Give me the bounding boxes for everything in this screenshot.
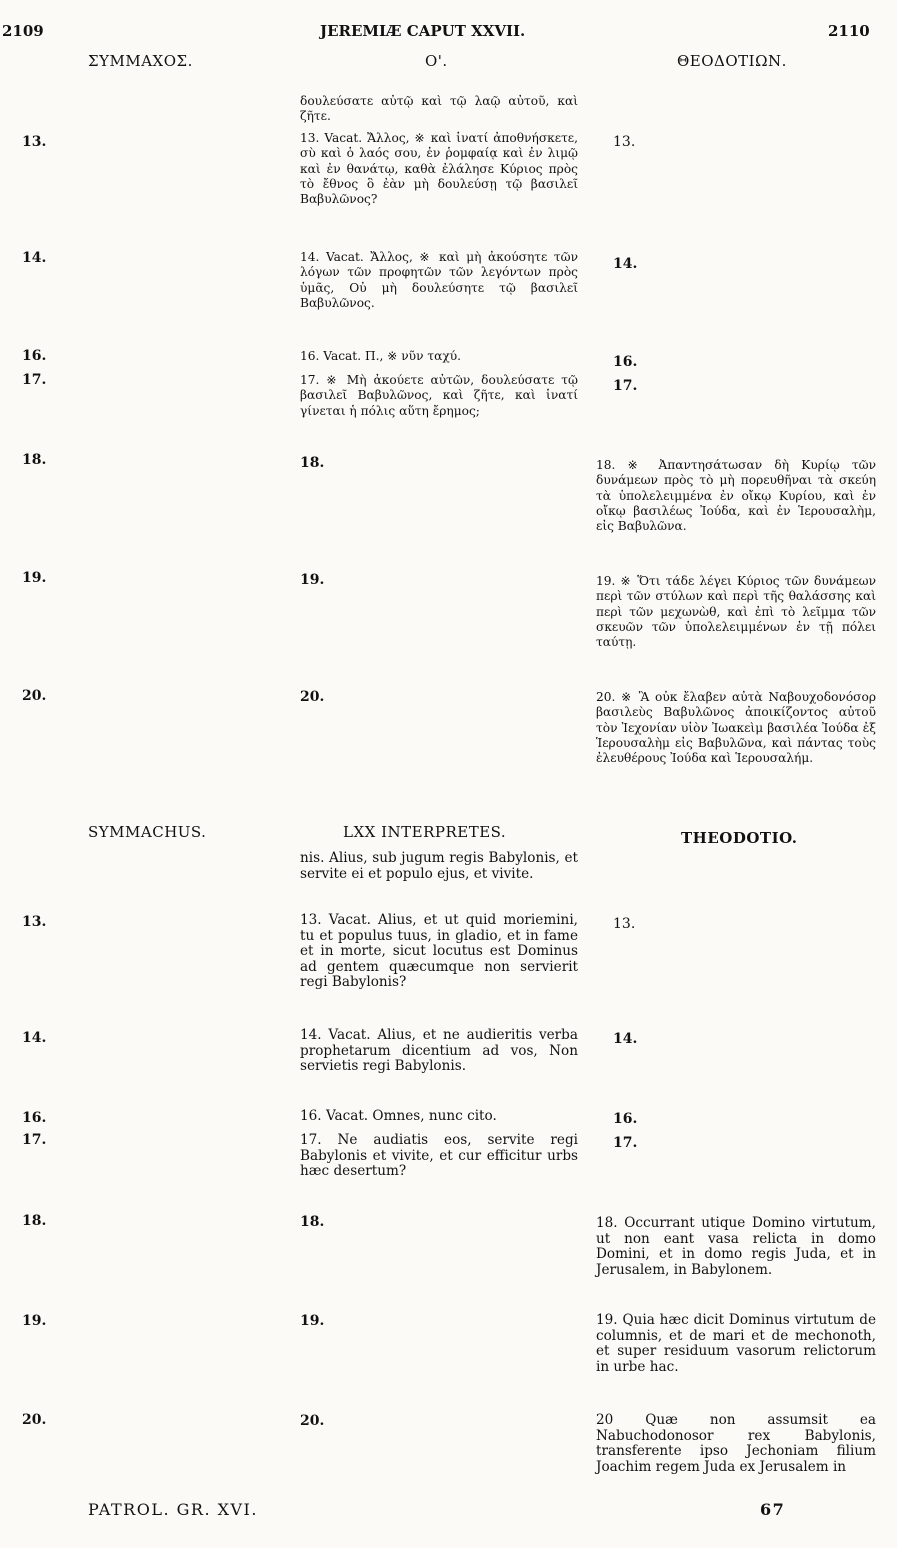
- latin-lxx-verse: 19.: [300, 1313, 325, 1329]
- latin-lxx-verse: 14. Vacat. Alius, et ne audieritis verba prophetarum dicentium ad vos, Non servietis regi Babylonis.: [300, 1027, 578, 1075]
- latin-lxx-verse: 13. Vacat. Alius, et ut quid moriemini, tu et populus tuus, in gladio, et in fame et in morte, sicut locutus est Dominus ad gentem quæcumque non servierit regi Babylonis?: [300, 912, 578, 991]
- latin-verse-num: 13.: [22, 914, 47, 930]
- col-head-lxx-greek: Ο'.: [425, 52, 448, 70]
- latin-verse-num: 16.: [22, 1110, 47, 1126]
- greek-lxx-verse: 14. Vacat. Ἄλλος, ※ καὶ μὴ ἀκούσητε τῶν λόγων τῶν προφητῶν τῶν λεγόντων πρὸς ὑμᾶς, Οὐ μὴ δουλεύσητε τῷ βασιλεῖ Βαβυλῶνος.: [300, 250, 578, 310]
- col-head-theodotion-latin: THEODOTIO.: [681, 829, 798, 847]
- latin-theod-verse-num: 17.: [613, 1135, 638, 1151]
- page-number-left: 2109: [2, 22, 44, 40]
- running-title: JEREMIÆ CAPUT XXVII.: [320, 22, 526, 40]
- greek-verse-num: 13.: [22, 134, 47, 150]
- greek-theod-verse: 19. ※ Ὅτι τάδε λέγει Κύριος τῶν δυνάμεων περὶ τῶν στύλων καὶ περὶ τῆς θαλάσσης καὶ περὶ τῶν μεχωνὼθ, καὶ ἐπὶ τὸ λεῖμμα τῶν σκευῶν τῶν ὑπολελειμμένων ἐν τῇ πόλει ταύτῃ.: [596, 574, 876, 650]
- greek-lxx-verse: 13. Vacat. Ἄλλος, ※ καὶ ἱνατί ἀποθνήσκετε, σὺ καὶ ὁ λαός σου, ἐν ῥομφαίᾳ καὶ ἐν λιμῷ καὶ ἐν θανάτῳ, καθὰ ἐλάλησε Κύριος πρὸς τὸ ἔθνος ὃ ἐὰν μὴ δουλεύσῃ τῷ βασιλεῖ Βαβυλῶνος?: [300, 131, 578, 207]
- greek-verse-num: 19.: [22, 570, 47, 586]
- greek-verse-num: 14.: [22, 250, 47, 266]
- greek-lxx-verse: 19.: [300, 572, 325, 588]
- latin-theod-verse: 19. Quia hæc dicit Dominus virtutum de columnis, et de mari et de mechonoth, et super residuum vasorum relictorum in urbe hac.: [596, 1312, 876, 1375]
- latin-lxx-verse: 16. Vacat. Omnes, nunc cito.: [300, 1108, 497, 1124]
- latin-theod-verse: 18. Occurrant utique Domino virtutum, ut non eant vasa relicta in domo Domini, et in domo regis Juda, et in Jerusalem, in Babylonem.: [596, 1215, 876, 1278]
- greek-theod-verse-num: 16.: [613, 354, 638, 370]
- greek-verse-num: 16.: [22, 348, 47, 364]
- latin-continuation: nis. Alius, sub jugum regis Babylonis, et servite ei et populo ejus, et vivite.: [300, 850, 578, 882]
- greek-lxx-verse: 18.: [300, 455, 325, 471]
- greek-theod-verse-num: 13.: [613, 134, 636, 150]
- greek-lxx-verse: 20.: [300, 689, 325, 705]
- col-head-symmachus-greek: ΣΥΜΜΑΧΟΣ.: [88, 52, 193, 70]
- greek-continuation: δουλεύσατε αὐτῷ καὶ τῷ λαῷ αὐτοῦ, καὶ ζῆτε.: [300, 94, 578, 124]
- latin-lxx-verse: 17. Ne audiatis eos, servite regi Babylonis et vivite, et cur efficitur urbs hæc desertum?: [300, 1132, 578, 1180]
- footer-signature-number: 67: [760, 1500, 786, 1519]
- greek-lxx-verse: 17. ※ Μὴ ἀκούετε αὐτῶν, δουλεύσατε τῷ βασιλεῖ Βαβυλῶνος, καὶ ζῆτε, καὶ ἱνατί γίνεται ἡ πόλις αὕτη ἔρημος;: [300, 373, 578, 418]
- latin-theod-verse-num: 14.: [613, 1031, 638, 1047]
- latin-verse-num: 19.: [22, 1313, 47, 1329]
- col-head-theodotion-greek: ΘΕΟΔΟΤΙΩΝ.: [677, 52, 787, 70]
- col-head-symmachus-latin: SYMMACHUS.: [88, 823, 207, 841]
- greek-theod-verse-num: 17.: [613, 378, 638, 394]
- greek-verse-num: 20.: [22, 688, 47, 704]
- latin-lxx-verse: 20.: [300, 1413, 325, 1429]
- greek-verse-num: 18.: [22, 452, 47, 468]
- latin-theod-verse-num: 16.: [613, 1111, 638, 1127]
- latin-verse-num: 18.: [22, 1213, 47, 1229]
- latin-verse-num: 17.: [22, 1132, 47, 1148]
- greek-lxx-verse: 16. Vacat. Π., ※ νῦν ταχύ.: [300, 349, 462, 363]
- greek-theod-verse-num: 14.: [613, 256, 638, 272]
- latin-theod-verse-num: 13.: [613, 916, 636, 932]
- page-number-right: 2110: [828, 22, 870, 40]
- latin-verse-num: 14.: [22, 1030, 47, 1046]
- latin-lxx-verse: 18.: [300, 1214, 325, 1230]
- greek-theod-verse: 18. ※ Ἀπαντησάτωσαν δὴ Κυρίῳ τῶν δυνάμεων πρὸς τὸ μὴ πορευθῆναι τὰ σκεύη τὰ ὑπολελειμμένα ἐν οἴκῳ Κυρίου, καὶ ἐν οἴκῳ βασιλέως Ἰούδα, καὶ ἐν Ἱερουσαλὴμ, εἰς Βαβυλῶνα.: [596, 458, 876, 534]
- latin-verse-num: 20.: [22, 1412, 47, 1428]
- greek-verse-num: 17.: [22, 372, 47, 388]
- latin-theod-verse: 20 Quæ non assumsit ea Nabuchodonosor rex Babylonis, transferente ipso Jechoniam filium Joachim regem Juda ex Jerusalem in: [596, 1412, 876, 1475]
- footer-patrologia: PATROL. GR. XVI.: [88, 1500, 258, 1519]
- col-head-lxx-latin: LXX INTERPRETES.: [343, 823, 507, 841]
- greek-theod-verse: 20. ※ Ἃ οὐκ ἔλαβεν αὐτὰ Ναβουχοδονόσορ βασιλεὺς Βαβυλῶνος ἀποικίζοντος αὐτοῦ τὸν Ἰεχονίαν υἱὸν Ἰωακεὶμ βασιλέα Ἰούδα ἐξ Ἱερουσαλὴμ εἰς Βαβυλῶνα, καὶ πάντας τοὺς ἐλευθέρους Ἰούδα καὶ Ἱερουσαλήμ.: [596, 690, 876, 766]
